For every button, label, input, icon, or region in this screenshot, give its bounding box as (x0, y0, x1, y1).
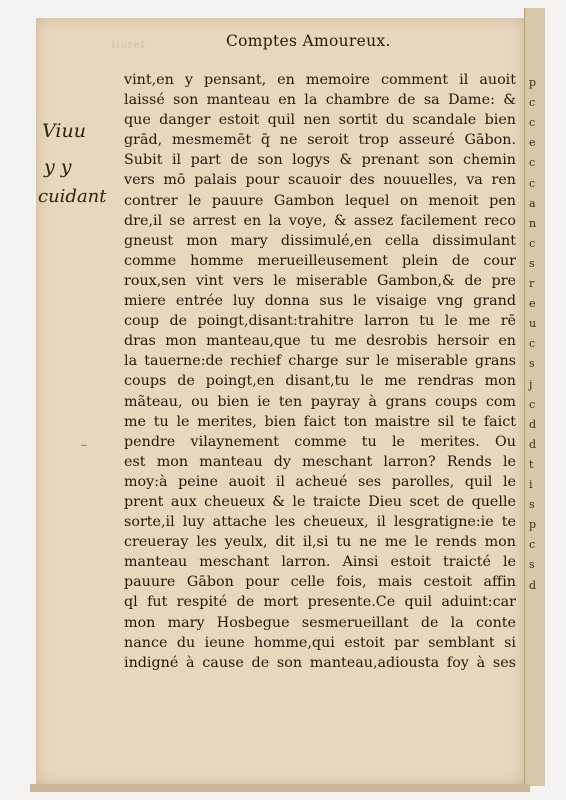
text-line: me tu le merites, bien faict ton maistre sil te faict (124, 413, 516, 430)
facing-page-letter: e (529, 136, 536, 150)
facing-page-letter: s (529, 558, 535, 572)
running-header: Comptes Amoureux. (226, 32, 391, 50)
facing-page-letter: c (529, 116, 536, 130)
facing-page-letter: r (529, 277, 535, 290)
text-line: miere entrée luy donna sus le visaige vng grand (124, 293, 516, 310)
body-text (124, 70, 516, 673)
text-line: mãteau, ou bien ie ten payray à grans coups com (124, 393, 516, 410)
text-line: contrer le pauure Gambon lequel on menoit pen (124, 192, 516, 209)
handwritten-margin-note: y y (44, 156, 72, 178)
text-line: sorte,il luy attache les cheueux, il lesgratigne:ie te (124, 514, 516, 531)
text-line: roux,sen vint vers le miserable Gambon,& de pre (124, 272, 516, 289)
text-line: vint,en y pensant, en memoire comment il auoit (124, 72, 516, 88)
text-line: mon mary Hosbegue sesmerueillant de la conte (124, 614, 516, 631)
text-line: ql fut respité de mort presente.Ce quil aduint:car (124, 594, 516, 611)
handwritten-margin-note: cuidant (38, 186, 107, 207)
facing-page-letter: e (529, 297, 536, 311)
text-line: est mon manteau dy meschant larron? Rends le (124, 453, 516, 470)
text-line: creueray les yeulx, dit il,si tu ne me le rends mon (124, 534, 516, 551)
page-bottom-edge (30, 784, 530, 792)
facing-page-letter: j (529, 377, 533, 391)
text-line: prent aux cheueux & le traicte Dieu scet de quelle (124, 493, 516, 510)
facing-page-letter: s (529, 498, 535, 512)
facing-page-letter: d (529, 437, 537, 451)
facing-page-letter: c (529, 236, 536, 250)
text-line: dre,il se arrest en la voye, & assez facilement reco (124, 212, 516, 229)
text-line: pendre vilaynement comme tu le merites. Ou (124, 433, 516, 450)
text-line: coups de poingt,en disant,tu le me rendras mon (124, 373, 516, 390)
text-line: dras mon manteau,que tu me desrobis hersoir en (124, 333, 516, 350)
facing-page-letter: p (529, 518, 537, 532)
facing-page-letter: t (529, 457, 534, 471)
bleed-through-text: liuret (112, 40, 146, 51)
facing-page-letter: s (529, 256, 535, 270)
facing-page-edge (524, 8, 545, 786)
text-line: moy:à peine auoit il acheué ses parolles, quil le (124, 473, 516, 490)
facing-page-letter: c (529, 538, 536, 552)
facing-page-letter: c (529, 156, 536, 170)
text-line: comme homme merueilleusement plein de cour (124, 252, 516, 269)
text-line: gneust mon mary dissimulé,en cella dissimulant (124, 232, 516, 249)
facing-page-letter: c (529, 337, 536, 351)
text-line: pauure Gābon pour celle fois, mais cestoit affin (124, 574, 516, 591)
text-line: indigné à cause de son manteau,adiousta foy à ses (124, 654, 516, 671)
facing-page-letter: a (529, 196, 536, 210)
text-line: Subit il part de son logys & prenant son chemin (124, 152, 516, 169)
facing-page-letter: c (529, 176, 536, 190)
text-line: manteau meschant larron. Ainsi estoit traicté le (124, 554, 516, 571)
facing-page-letter: n (529, 216, 537, 230)
facing-page-letter: d (529, 578, 537, 592)
facing-page-letter: u (529, 317, 537, 331)
ink-mark-icon (80, 441, 92, 445)
facing-page-letter: p (529, 76, 537, 89)
text-line: que danger estoit quil nen sortit du scandale bien (124, 112, 516, 129)
text-line: coup de poingt,disant:trahitre larron tu le me rē (124, 313, 516, 330)
facing-page-letter: d (529, 417, 537, 431)
facing-page-letter: c (529, 397, 536, 411)
text-line: laissé son manteau en la chambre de sa Dame: & (124, 92, 516, 109)
facing-page-letter: s (529, 357, 535, 371)
facing-page-letter: i (529, 478, 533, 491)
text-line: nance du ieune homme,qui estoit par semblant si (124, 634, 516, 651)
handwritten-margin-note: Viuu (42, 120, 86, 142)
text-line: la tauerne:de rechief charge sur le miserable grans (124, 353, 516, 370)
text-line: vers mō palais pour scauoir des nouuelles, va ren (124, 172, 516, 189)
facing-page-letter: c (529, 96, 536, 110)
text-line: grād, mesmemēt q̄ ne seroit trop asseuré Gābon. (124, 132, 516, 149)
